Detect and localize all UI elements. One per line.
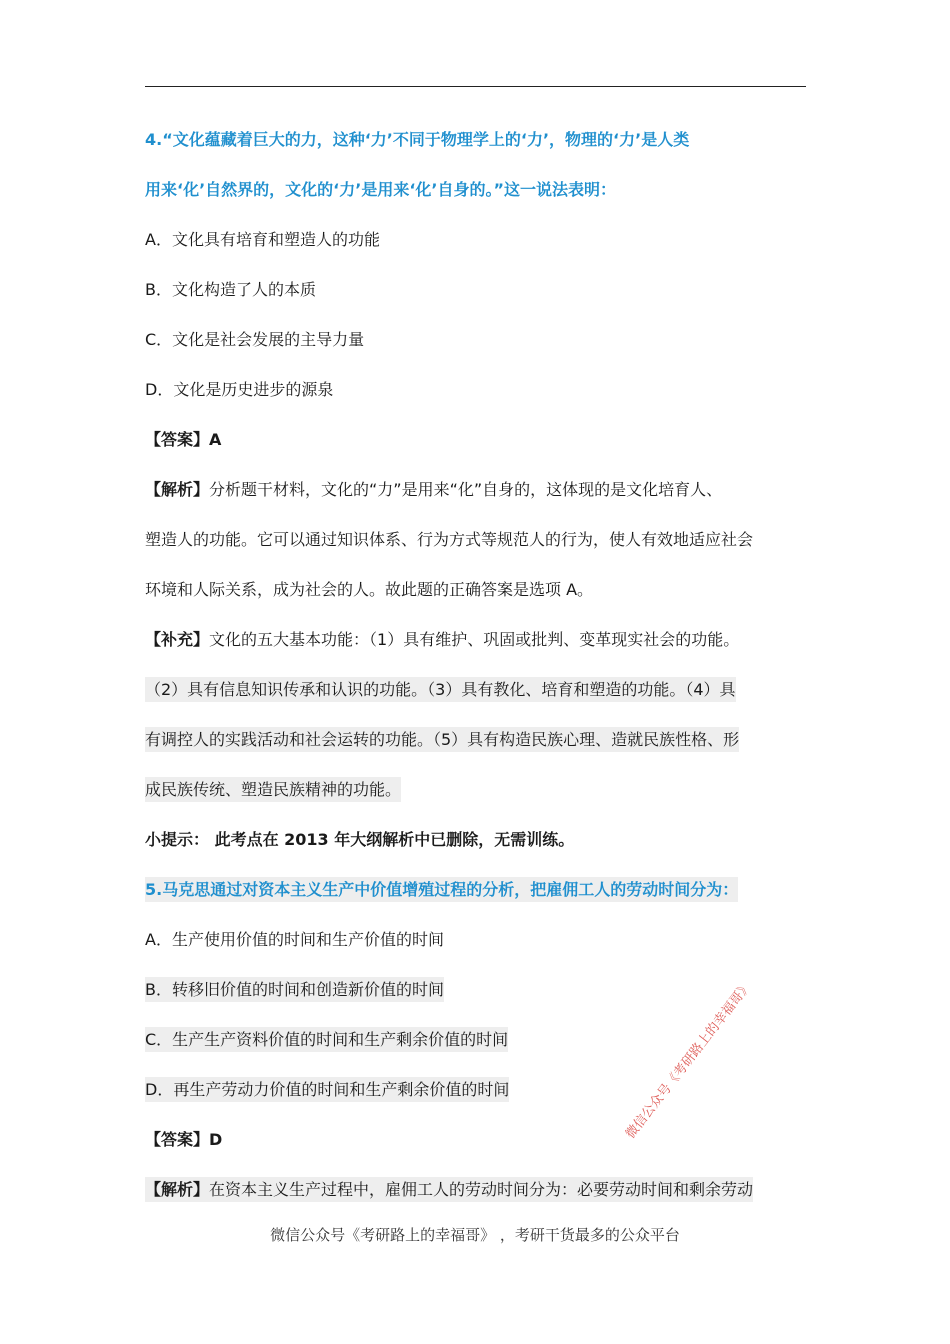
q4-option-b: B．文化构造了人的本质 — [145, 280, 316, 299]
q5-answer-label: 【答案】 — [145, 1130, 210, 1149]
q5-option-a: A．生产使用价值的时间和生产价值的时间 — [145, 930, 444, 949]
q5-title-line — [145, 872, 810, 922]
q4-supplement-text-3: 有调控人的实践活动和社会运转的功能。（5）具有构造民族心理、造就民族性格、形 — [145, 727, 739, 752]
q4-analysis-line-1 — [145, 472, 810, 522]
q4-option-c: C．文化是社会发展的主导力量 — [145, 330, 365, 349]
q4-title-line-1: 4.“文化蕴藏着巨大的力，这种‘力’不同于物理学上的‘力’，物理的‘力’是人类 — [145, 130, 690, 149]
q4-analysis-text-1: 分析题干材料，文化的“力”是用来“化”自身的，这体现的是文化培育人、 — [209, 480, 723, 499]
q4-supplement-text-2: （2）具有信息知识传承和认识的功能。（3）具有教化、培育和塑造的功能。（4）具 — [145, 677, 736, 702]
q5-analysis-label: 【解析】 — [145, 1180, 210, 1199]
q5-option-c-text: C．生产生产资料价值的时间和生产剩余价值的时间 — [145, 1027, 508, 1052]
q4-option-a: A．文化具有培育和塑造人的功能 — [145, 230, 380, 249]
header-rule — [145, 86, 806, 87]
q4-supplement-line-1 — [145, 622, 810, 672]
q4-answer-label: 【答案】 — [145, 430, 210, 449]
q5-analysis-text-1: 在资本主义生产过程中，雇佣工人的劳动时间分为：必要劳动时间和剩余劳动 — [209, 1180, 754, 1199]
q5-option-d-text: D．再生产劳动力价值的时间和生产剩余价值的时间 — [145, 1077, 509, 1102]
q4-title-line-2: 用来‘化’自然界的，文化的‘力’是用来‘化’自身的。”这一说法表明： — [145, 180, 616, 199]
q5-answer-value: D — [209, 1130, 223, 1149]
q4-analysis-label: 【解析】 — [145, 480, 210, 499]
q5-answer — [145, 1122, 810, 1172]
q4-supplement-line-4 — [145, 772, 810, 822]
q4-supplement-line-2 — [145, 672, 810, 722]
document-body — [145, 122, 810, 1222]
q4-answer-value: A — [209, 430, 222, 449]
q5-analysis-line-1 — [145, 1172, 810, 1222]
q4-answer — [145, 422, 810, 472]
q4-supplement-label: 【补充】 — [145, 630, 210, 649]
q4-option-d: D．文化是历史进步的源泉 — [145, 380, 334, 399]
page-footer: 微信公众号《考研路上的幸福哥》 ，考研干货最多的公众平台 — [270, 1226, 680, 1244]
watermark-stamp: 微信公众号《考研路上的幸福哥》 — [623, 978, 756, 1142]
q5-option-b-text: B．转移旧价值的时间和创造新价值的时间 — [145, 977, 444, 1002]
q4-analysis-line-2: 塑造人的功能。它可以通过知识体系、行为方式等规范人的行为，使人有效地适应社会 — [145, 530, 754, 549]
q4-supplement-line-3 — [145, 722, 810, 772]
q5-title: 5.马克思通过对资本主义生产中价值增殖过程的分析，把雇佣工人的劳动时间分为： — [145, 877, 738, 902]
q4-supplement-text-4: 成民族传统、塑造民族精神的功能。 — [145, 777, 401, 802]
q4-analysis-line-3: 环境和人际关系，成为社会的人。故此题的正确答案是选项 A。 — [145, 580, 594, 599]
q4-supplement-text-1: 文化的五大基本功能：（1）具有维护、巩固或批判、变革现实社会的功能。 — [209, 630, 740, 649]
q5-option-d — [145, 1072, 810, 1122]
q4-tip: 小提示： 此考点在 2013 年大纲解析中已删除，无需训练。 — [145, 830, 575, 849]
